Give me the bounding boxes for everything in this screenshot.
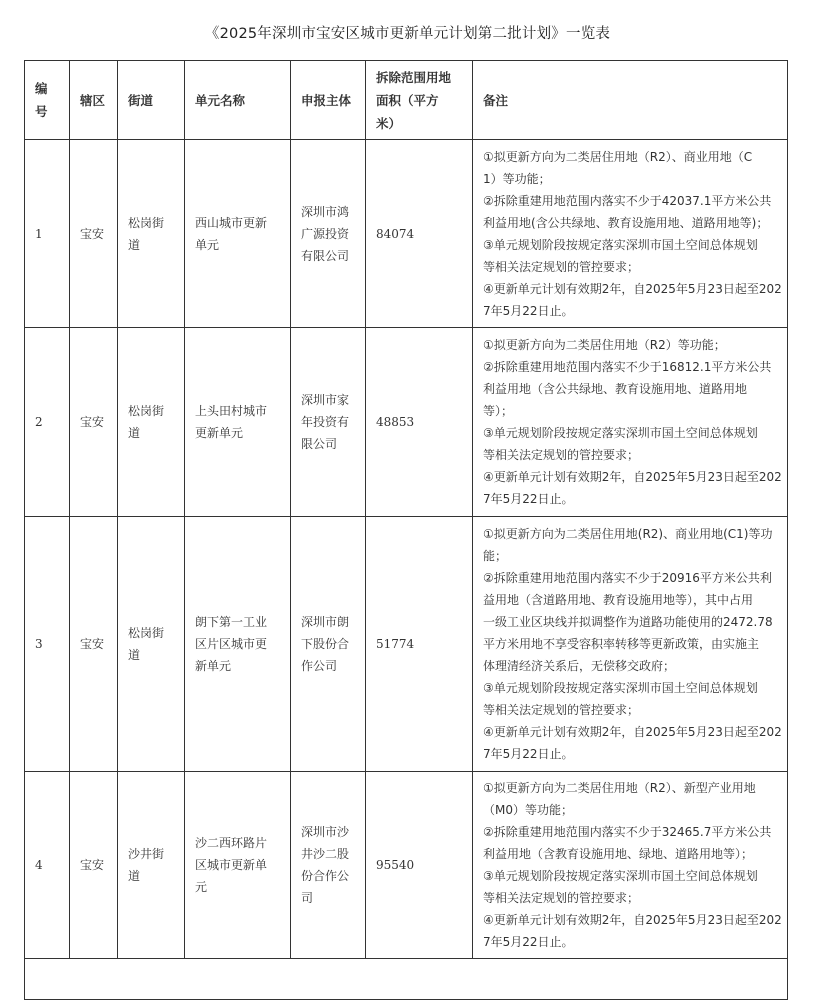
row-street: 沙井街 道 <box>118 772 185 959</box>
row-applicant: 深圳市家 年投资有 限公司 <box>291 328 366 517</box>
header-applicant: 申报主体 <box>291 61 366 140</box>
row-no: 3 <box>25 517 70 772</box>
header-area: 拆除范围用地 面积（平方 米） <box>366 61 473 140</box>
page-title: 《2025年深圳市宝安区城市更新单元计划第二批计划》一览表 <box>204 26 611 42</box>
row-unit-name: 朗下第一工业 区片区城市更 新单元 <box>185 517 291 772</box>
row-notes: ①拟更新方向为二类居住用地（R2）、新型产业用地 （M0）等功能； ②拆除重建用地范围内落实不少于32465.7平方米公共 利益用地（含教育设施用地、绿地、道路用地等）； ③单元规划阶段按规定落实深圳市国土空间总体规划 等相关法定规划的管控要求； ④更新单元计划有效期2年，自2025年5月23日起至202 7年5月22日止。 <box>473 772 788 959</box>
row-area: 51774 <box>366 517 473 772</box>
row-applicant: 深圳市沙 井沙二股 份合作公 司 <box>291 772 366 959</box>
partial-row-cell <box>25 959 788 1000</box>
header-unit-name: 单元名称 <box>185 61 291 140</box>
row-applicant: 深圳市朗 下股份合 作公司 <box>291 517 366 772</box>
row-notes: ①拟更新方向为二类居住用地（R2）、商业用地（C 1）等功能； ②拆除重建用地范围内落实不少于42037.1平方米公共 利益用地(含公共绿地、教育设施用地、道路用地等)； ③单元规划阶段按规定落实深圳市国土空间总体规划 等相关法定规划的管控要求； ④更新单元计划有效期2年，自2025年5月23日起至202 7年5月22日止。 <box>473 140 788 328</box>
row-street: 松岗街 道 <box>118 517 185 772</box>
header-row <box>25 61 788 140</box>
table-row <box>25 140 788 328</box>
row-no: 1 <box>25 140 70 328</box>
table-row <box>25 328 788 517</box>
row-applicant: 深圳市鸿 广源投资 有限公司 <box>291 140 366 328</box>
header-street: 街道 <box>118 61 185 140</box>
plan-table <box>24 60 788 1000</box>
row-street: 松岗街 道 <box>118 328 185 517</box>
row-unit-name: 上头田村城市 更新单元 <box>185 328 291 517</box>
row-unit-name: 沙二西环路片 区城市更新单 元 <box>185 772 291 959</box>
row-street: 松岗街 道 <box>118 140 185 328</box>
header-no: 编 号 <box>25 61 70 140</box>
row-district: 宝安 <box>70 772 118 959</box>
table-row-partial <box>25 959 788 1000</box>
row-unit-name: 西山城市更新 单元 <box>185 140 291 328</box>
header-district: 辖区 <box>70 61 118 140</box>
row-area: 84074 <box>366 140 473 328</box>
row-area: 95540 <box>366 772 473 959</box>
row-notes: ①拟更新方向为二类居住用地(R2)、商业用地(C1)等功 能； ②拆除重建用地范围内落实不少于20916平方米公共利 益用地（含道路用地、教育设施用地等），其中占用 一级工业区块线并拟调整作为道路功能使用的2472.78 平方米用地不享受容积率转移等更新政策，由实施主 体理清经济关系后，无偿移交政府； ③单元规划阶段按规定落实深圳市国土空间总体规划 等相关法定规划的管控要求； ④更新单元计划有效期2年，自2025年5月23日起至202 7年5月22日止。 <box>473 517 788 772</box>
table-row <box>25 517 788 772</box>
row-district: 宝安 <box>70 328 118 517</box>
table-row <box>25 772 788 959</box>
header-notes: 备注 <box>473 61 788 140</box>
row-district: 宝安 <box>70 140 118 328</box>
row-no: 4 <box>25 772 70 959</box>
row-area: 48853 <box>366 328 473 517</box>
row-district: 宝安 <box>70 517 118 772</box>
row-no: 2 <box>25 328 70 517</box>
row-notes: ①拟更新方向为二类居住用地（R2）等功能； ②拆除重建用地范围内落实不少于16812.1平方米公共 利益用地（含公共绿地、教育设施用地、道路用地 等）； ③单元规划阶段按规定落实深圳市国土空间总体规划 等相关法定规划的管控要求； ④更新单元计划有效期2年，自2025年5月23日起至202 7年5月22日止。 <box>473 328 788 517</box>
